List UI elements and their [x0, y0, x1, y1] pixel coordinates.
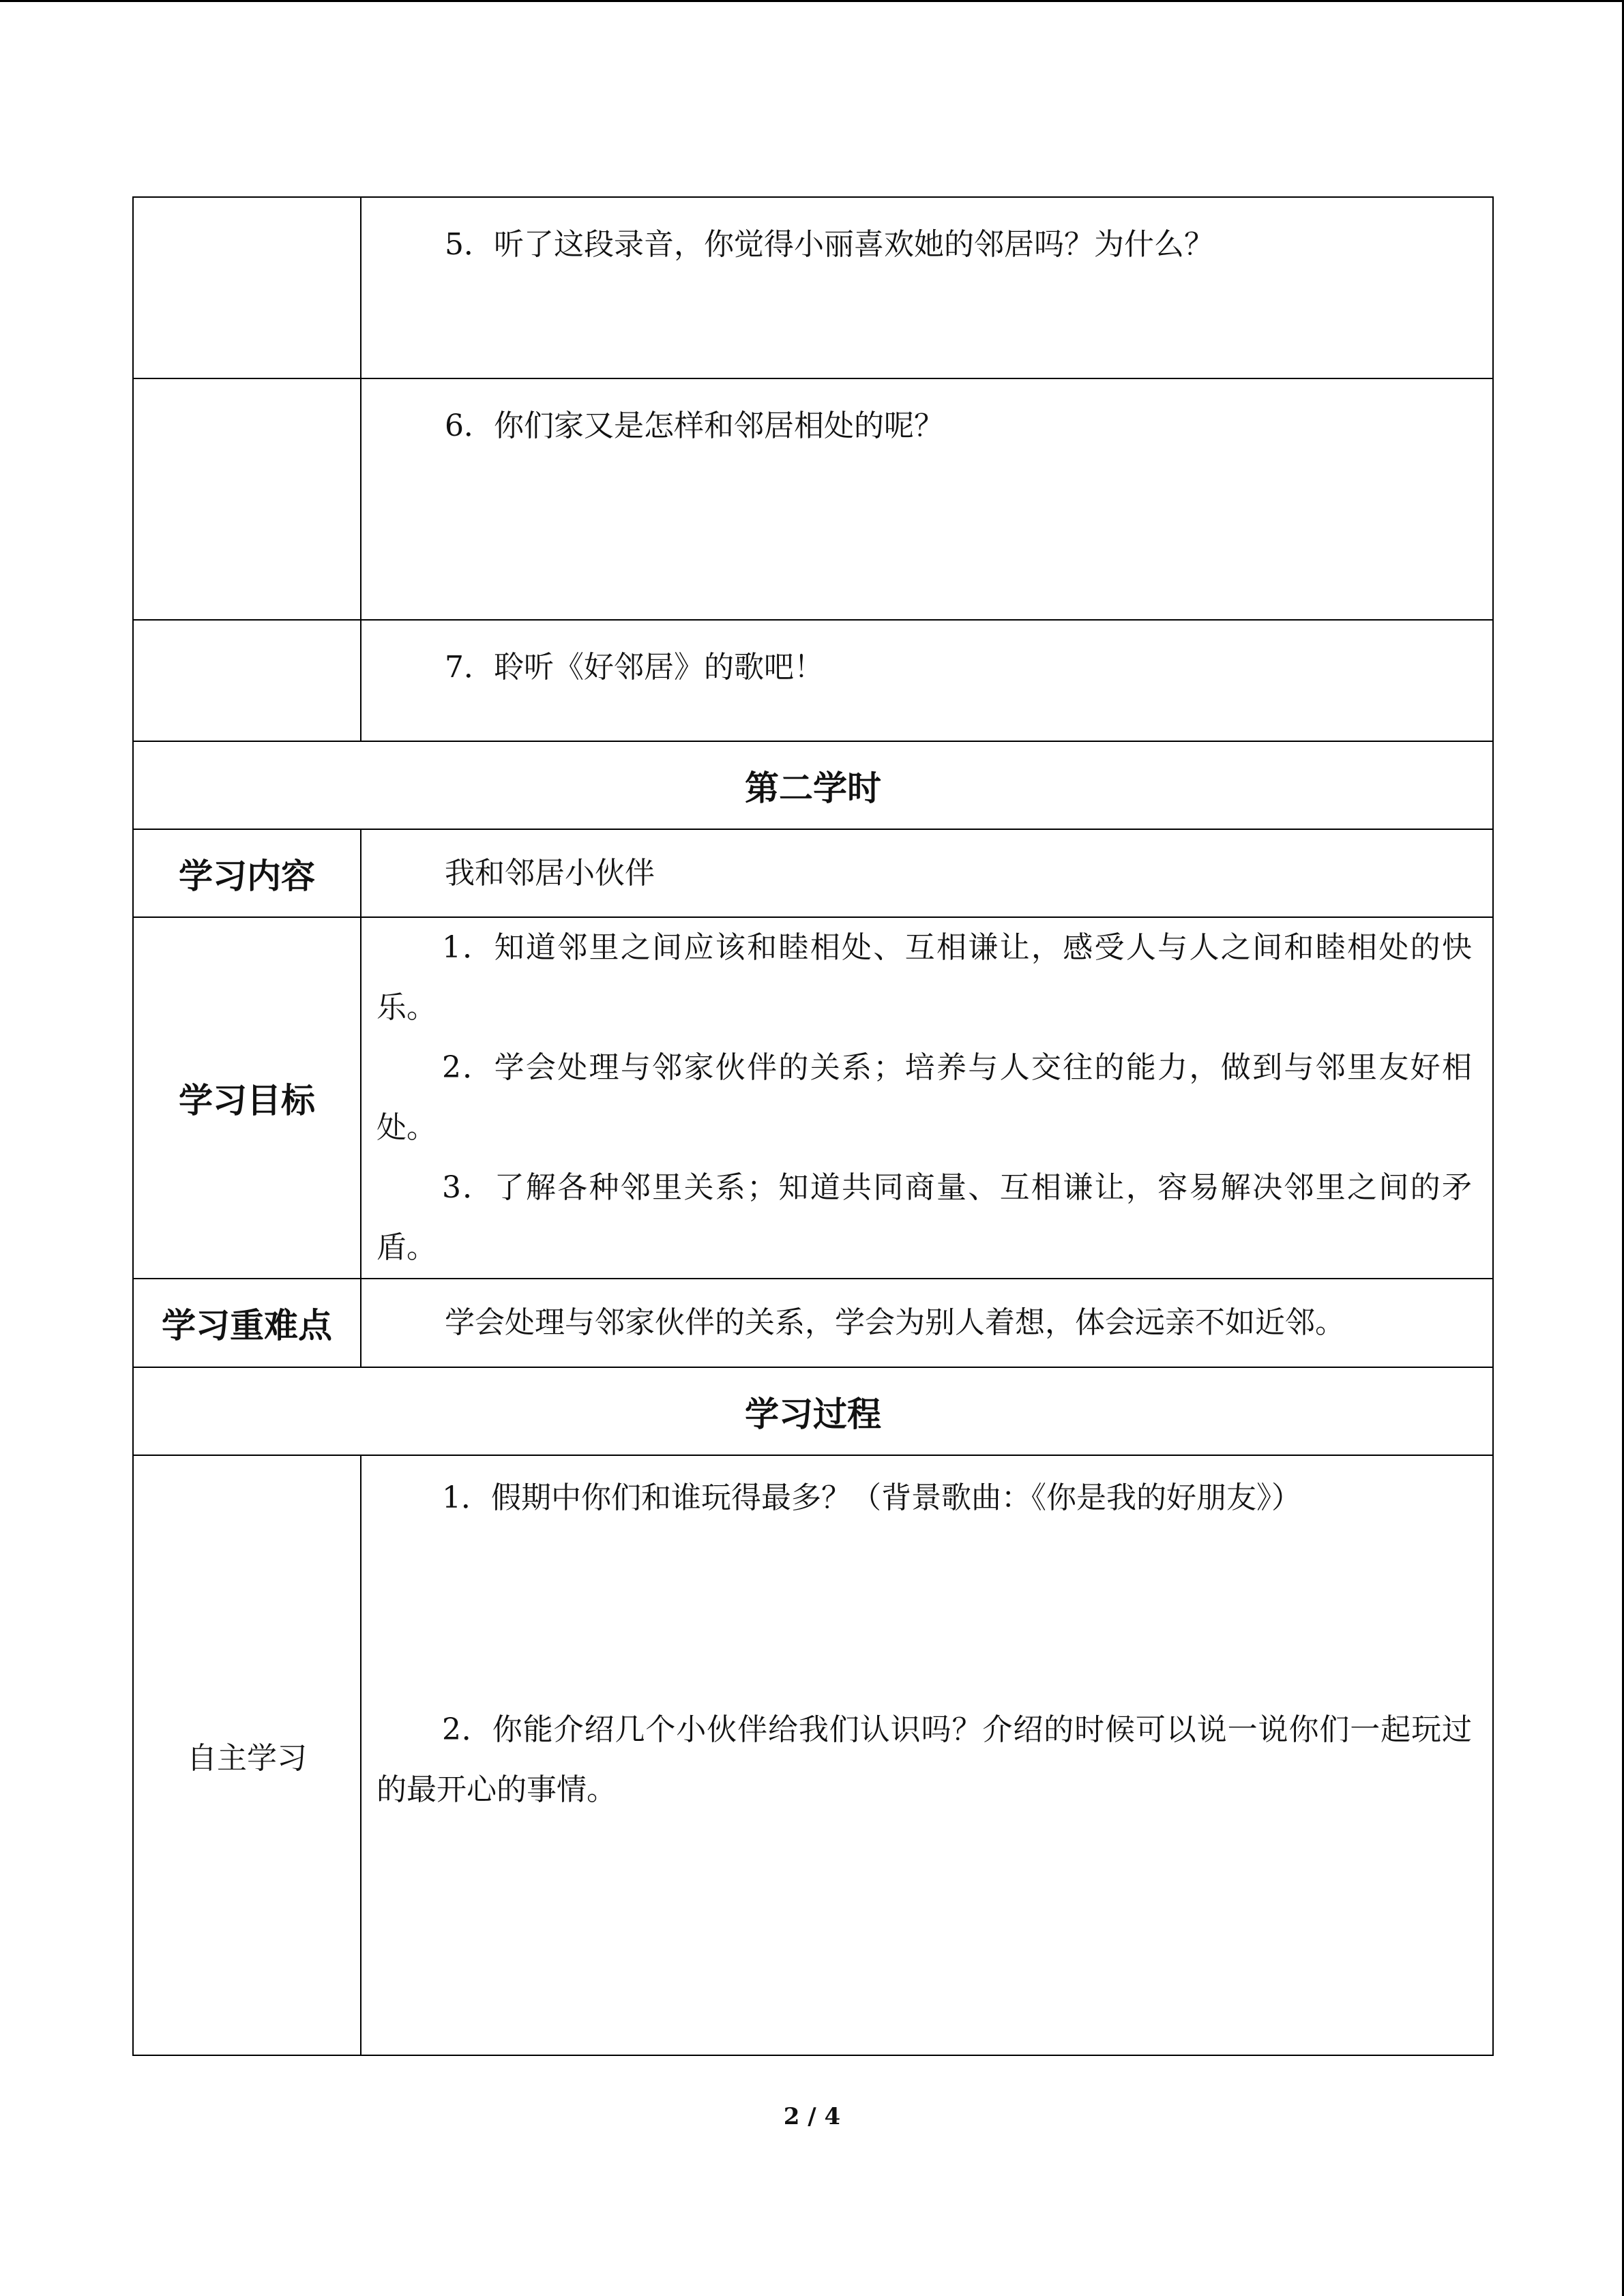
table-row: [133, 917, 1493, 1279]
empty-label-cell: [133, 378, 361, 620]
top-border: [0, 0, 1624, 2]
question-cell: [361, 620, 1493, 741]
table-row: [133, 620, 1493, 741]
table-row: [133, 829, 1493, 917]
section-two-title: 第二学时: [133, 741, 1493, 829]
lesson-table: [132, 196, 1494, 2056]
table-row: [133, 197, 1493, 378]
key-points-label: 学习重难点: [133, 1279, 361, 1367]
question-7: 7．聆听《好邻居》的歌吧！: [445, 650, 824, 685]
table-row: [133, 1279, 1493, 1367]
learning-goals-label: 学习目标: [133, 917, 361, 1279]
key-points-cell: [361, 1279, 1493, 1367]
empty-label-cell: [133, 620, 361, 741]
goal-item-1: 1．知道邻里之间应该和睦相处、互相谦让，感受人与人之间和睦相处的快乐。: [377, 930, 1472, 1025]
self-study-cell: [361, 1455, 1493, 2055]
learning-content-label: 学习内容: [133, 829, 361, 917]
question-6: 6．你们家又是怎样和邻居相处的呢？: [445, 408, 944, 443]
question-cell: [361, 197, 1493, 378]
learning-content-cell: [361, 829, 1493, 917]
self-study-label: 自主学习: [133, 1455, 361, 2055]
self-study-item-2: 2．你能介绍几个小伙伴给我们认识吗？介绍的时候可以说一说你们一起玩过的最开心的事情。: [377, 1712, 1472, 1807]
self-study-item-1: 1．假期中你们和谁玩得最多？（背景歌曲：《你是我的好朋友》）: [442, 1480, 1301, 1515]
process-title: 学习过程: [133, 1367, 1493, 1455]
table-row: [133, 741, 1493, 829]
table-row: [133, 1455, 1493, 2055]
goal-item-2: 2．学会处理与邻家伙伴的关系；培养与人交往的能力，做到与邻里友好相处。: [377, 1050, 1472, 1145]
table-row: [133, 378, 1493, 620]
table-row: [133, 1367, 1493, 1455]
empty-label-cell: [133, 197, 361, 378]
learning-goals-cell: [361, 917, 1493, 1279]
learning-content-value: 我和邻居小伙伴: [445, 855, 655, 891]
page-number: 2 / 4: [783, 2103, 841, 2130]
question-cell: [361, 378, 1493, 620]
goal-item-3: 3．了解各种邻里关系；知道共同商量、互相谦让，容易解决邻里之间的矛盾。: [377, 1170, 1472, 1265]
question-5: 5．听了这段录音，你觉得小丽喜欢她的邻居吗？为什么？: [445, 227, 1214, 262]
key-points-value: 学会处理与邻家伙伴的关系，学会为别人着想，体会远亲不如近邻。: [445, 1305, 1345, 1340]
